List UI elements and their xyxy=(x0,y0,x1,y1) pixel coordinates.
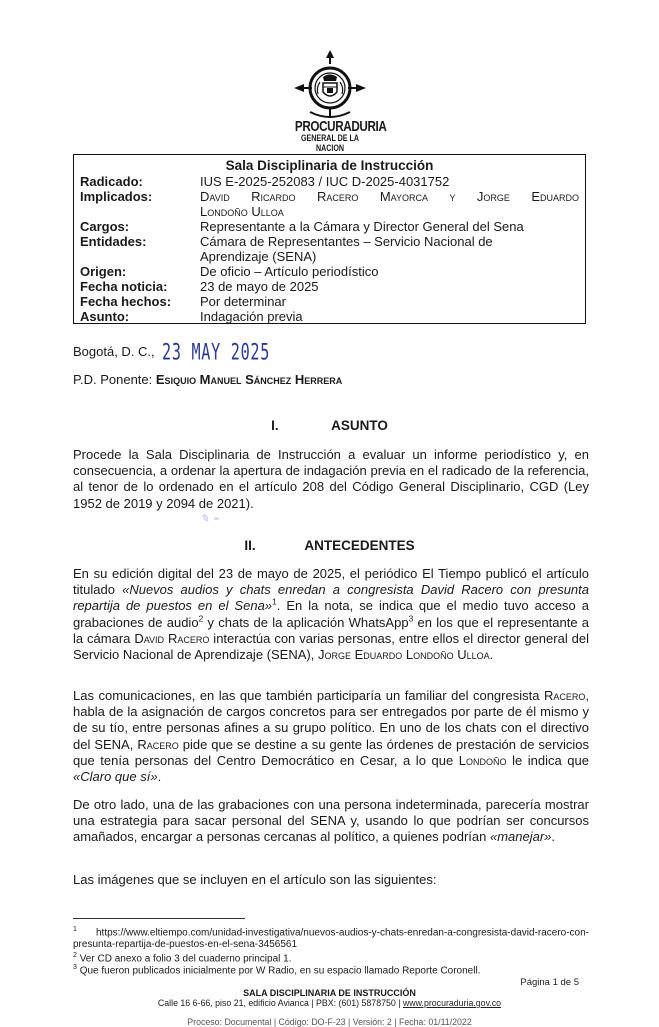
info-row-entidades xyxy=(74,234,585,264)
org-subtitle: GENERAL DE LA NACION xyxy=(300,133,360,154)
ponente-line xyxy=(73,372,342,387)
antecedentes-paragraph-3 xyxy=(73,797,589,846)
info-row-cargos xyxy=(74,219,585,234)
website-link[interactable]: www.procuraduria.gov.co xyxy=(402,998,502,1008)
quote: «Claro que sí» xyxy=(73,769,158,785)
row-value: 23 de mayo de 2025 xyxy=(200,279,319,294)
ponente-label: P.D. Ponente: xyxy=(73,372,153,387)
section-number: I. xyxy=(271,418,279,433)
footnote-ref: 1 xyxy=(272,597,277,608)
row-label: Fecha noticia: xyxy=(80,279,168,294)
footnote-text: Que fueron publicados inicialmente por W Radio, en su espacio llamado Reporte Coronell. xyxy=(79,965,481,977)
info-row-fecha-hechos xyxy=(74,294,585,309)
article-title-quote: «Nuevos audios y chats enredan a congresista David Racero con presunta repartija de puestos en el Sena» xyxy=(73,582,589,614)
row-label: Implicados: xyxy=(80,189,153,204)
antecedentes-paragraph-4: Las imágenes que se incluyen en el artículo son las siguientes: xyxy=(73,872,437,887)
footer-address xyxy=(0,998,659,1008)
implicados-line-2: Londoño Ulloa xyxy=(200,204,284,219)
text-run: pide que se destine a su gente las órdenes de prestación de servicios que tenía personas del Centro Democrático en Cesar, a lo que xyxy=(73,736,589,768)
row-value xyxy=(200,234,585,264)
text-run: y chats de la aplicación WhatsApp xyxy=(203,614,409,630)
section-heading-asunto xyxy=(0,418,659,433)
footnote-number: 2 xyxy=(73,952,77,959)
info-row-origen xyxy=(74,264,585,279)
footnote-text: https://www.eltiempo.com/unidad-investigativa/nuevos-audios-y-chats-enredan-a-congresista-david-racero-con-presunta-repartija-de-puestos-en-el-sena-3456561 xyxy=(73,927,589,951)
footnote-number: 3 xyxy=(73,964,77,971)
footnote-3 xyxy=(73,962,589,977)
footnote-number: 1 xyxy=(73,926,77,933)
entidades-line-2: Aprendizaje (SENA) xyxy=(200,249,317,264)
info-row-radicado xyxy=(74,174,585,189)
coat-of-arms-icon xyxy=(290,50,370,122)
antecedentes-paragraph-1 xyxy=(73,566,589,663)
row-value: Por determinar xyxy=(200,294,286,309)
row-label: Fecha hechos: xyxy=(80,294,172,309)
person-name: Jorge Eduardo Londoño Ulloa xyxy=(317,647,490,663)
case-info-box xyxy=(73,154,586,324)
row-value: IUS E-2025-252083 / IUC D-2025-4031752 xyxy=(200,174,450,189)
row-value: De oficio – Artículo periodístico xyxy=(200,264,379,279)
ponente-name: Esiquio Manuel Sánchez Herrera xyxy=(155,372,343,387)
text-run: De otro lado, una de las grabaciones con una persona indeterminada, parecería mostrar una estrategia para sacar personal del SENA y, usando lo que podrían ser concursos amañados, encargar a personas cercanas al político, a quienes podrían xyxy=(73,797,589,845)
row-value xyxy=(200,189,585,219)
row-value: Indagación previa xyxy=(200,309,303,324)
quote: «manejar» xyxy=(489,829,552,845)
date-line xyxy=(73,340,312,364)
text-run: En su edición digital del 23 de mayo de 2025, el periódico El Tiempo publicó el artículo titulado xyxy=(73,566,589,598)
footnote-ref: 3 xyxy=(408,613,414,624)
row-label: Origen: xyxy=(80,264,127,279)
page-number: Página 1 de 5 xyxy=(520,977,579,988)
implicados-line-1: David Ricardo Racero Mayorca y Jorge Eduardo xyxy=(200,189,579,204)
person-name: Racero xyxy=(137,736,179,752)
footnote-1 xyxy=(73,924,589,951)
box-title: Sala Disciplinaria de Instrucción xyxy=(225,158,434,173)
section-heading-antecedentes xyxy=(0,538,659,553)
text-run: . xyxy=(157,769,162,785)
section-title: ANTECEDENTES xyxy=(304,538,415,553)
footnote-ref: 2 xyxy=(198,613,204,624)
text-run: . xyxy=(489,647,494,663)
info-row-fecha-noticia xyxy=(74,279,585,294)
text-run: le indica que xyxy=(506,752,589,768)
date-stamp: 23 MAY 2025 xyxy=(162,339,271,365)
footnote-divider xyxy=(73,918,245,919)
antecedentes-paragraph-2 xyxy=(73,688,589,785)
person-name: Racero xyxy=(543,688,586,703)
footer-process-info: Proceso: Documental | Código: DO-F-23 | Versión: 2 | Fecha: 01/11/2022 xyxy=(187,1017,472,1027)
person-name: Londoño xyxy=(458,752,507,768)
address-text: Calle 16 6-66, piso 21, edificio Avianca | PBX: (601) 5878750 | xyxy=(157,998,403,1008)
row-label: Asunto: xyxy=(80,309,130,324)
text-run: interactúa con varias personas, entre ellos el director general del Servicio Nacional de Aprendizaje (SENA), xyxy=(73,630,589,663)
section-number: II. xyxy=(244,538,256,553)
footer-title: SALA DISCIPLINARIA DE INSTRUCCIÓN xyxy=(243,988,416,998)
person-name: David Racero xyxy=(134,630,210,646)
org-name: PROCURADURIA xyxy=(294,118,387,135)
asunto-paragraph: Procede la Sala Disciplinaria de Instrucción a evaluar un informe periodístico y, en consecuencia, a ordenar la apertura de indagación previa en el radicado de la referencia, al tenor de lo ordenado en el artículo 208 del Código General Disciplinario, CGD (Ley 1952 de 2019 y 2094 de 2021). xyxy=(73,447,589,511)
info-row-asunto xyxy=(74,309,585,324)
entidades-line-1: Cámara de Representantes – Servicio Nacional de xyxy=(200,234,493,249)
place-text: Bogotá, D. C., xyxy=(73,344,155,359)
procuraduria-logo xyxy=(285,50,387,154)
footnote-text: Ver CD anexo a folio 3 del cuaderno principal 1. xyxy=(79,953,292,965)
row-label: Cargos: xyxy=(80,219,130,234)
row-label: Radicado: xyxy=(80,174,143,189)
info-row-implicados xyxy=(74,189,585,219)
text-run: . En la nota, se indica que el medio tuvo acceso a grabaciones de audio xyxy=(73,598,589,630)
section-title: ASUNTO xyxy=(331,418,388,433)
row-value: Representante a la Cámara y Director General del Sena xyxy=(200,219,524,234)
text-run: en los que el representante a la cámara xyxy=(73,614,589,646)
text-run: Las comunicaciones, en las que también participaría un familiar del congresista xyxy=(73,688,544,703)
text-run: , habla de la asignación de cargos concretos para ser entregados por parte de él mismo y de su tío, entre personas afines a su grupo político. En uno de los chats con el directivo del SENA, xyxy=(73,688,589,752)
handwritten-mark: ✎ ⌁ xyxy=(200,513,219,525)
row-label: Entidades: xyxy=(80,234,147,249)
text-run: . xyxy=(551,829,556,845)
